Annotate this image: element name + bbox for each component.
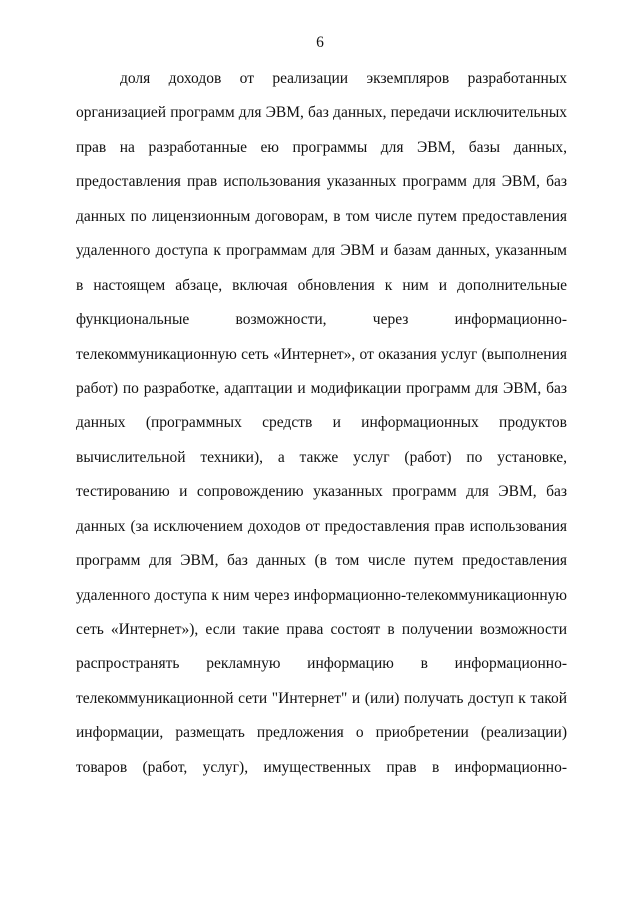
- paragraph-line-16: удаленного доступа к ним через информационно-телекоммуникационную: [76, 586, 567, 604]
- paragraph-line-9: телекоммуникационную сеть «Интернет», от оказания услуг (выполнения: [76, 345, 567, 363]
- page-number: 6: [316, 34, 324, 51]
- paragraph-line-15: программ для ЭВМ, баз данных (в том числе путем предоставления: [76, 552, 567, 570]
- paragraph-line-13: тестированию и сопровождению указанных программ для ЭВМ, баз: [76, 483, 567, 501]
- paragraph-line-3: прав на разработанные ею программы для ЭВМ, базы данных,: [76, 138, 567, 156]
- paragraph-line-17: сеть «Интернет»), если такие права состоят в получении возможности: [76, 621, 567, 638]
- paragraph: [76, 69, 567, 792]
- paragraph-line-11: данных (программных средств и информационных продуктов: [76, 414, 567, 432]
- paragraph-line-6: удаленного доступа к программам для ЭВМ и базам данных, указанным: [76, 242, 567, 260]
- paragraph-line-7: в настоящем абзаце, включая обновления к ним и дополнительные: [76, 276, 567, 294]
- paragraph-line-14: данных (за исключением доходов от предоставления прав использования: [76, 517, 567, 535]
- paragraph-line-1: доля доходов от реализации экземпляров разработанных: [120, 70, 567, 87]
- paragraph-line-20: информации, размещать предложения о приобретении (реализации): [76, 724, 567, 742]
- paragraph-line-19: телекоммуникационной сети "Интернет" и (или) получать доступ к такой: [76, 689, 567, 707]
- paragraph-line-21: товаров (работ, услуг), имущественных прав в информационно-: [76, 758, 567, 776]
- paragraph-line-5: данных по лицензионным договорам, в том числе путем предоставления: [76, 207, 567, 225]
- paragraph-line-8: функциональные возможности, через информационно-: [76, 311, 567, 329]
- paragraph-line-12: вычислительной техники), а также услуг (работ) по установке,: [76, 448, 567, 466]
- paragraph-line-4: предоставления прав использования указанных программ для ЭВМ, баз: [76, 173, 567, 191]
- paragraph-line-2: организацией программ для ЭВМ, баз данных, передачи исключительных: [76, 104, 567, 122]
- paragraph-line-10: работ) по разработке, адаптации и модификации программ для ЭВМ, баз: [76, 379, 567, 397]
- paragraph-line-18: распространять рекламную информацию в информационно-: [76, 655, 567, 673]
